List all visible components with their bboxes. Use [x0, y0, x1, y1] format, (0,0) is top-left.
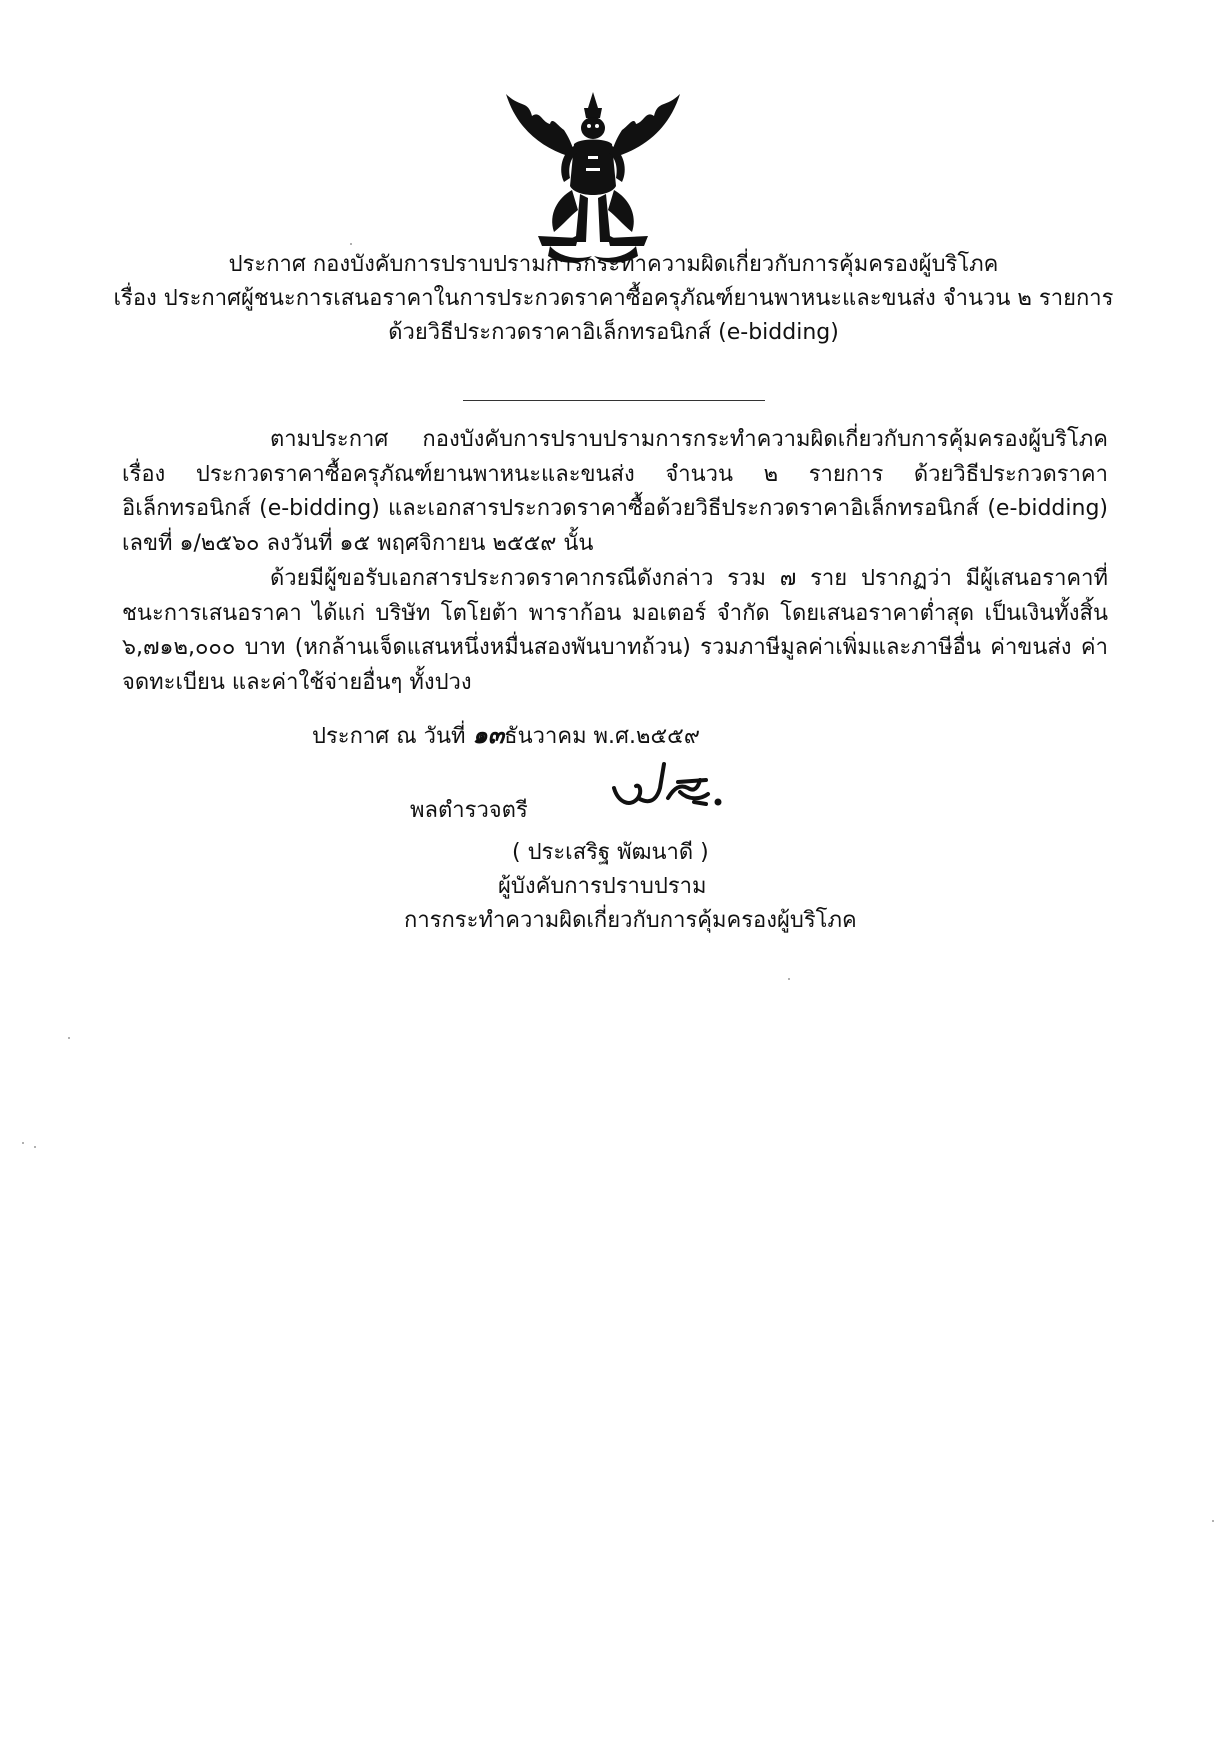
announcement-date: [312, 720, 700, 752]
scan-speck: [34, 1146, 36, 1148]
signatory-position-line-2: การกระทำความผิดเกี่ยวกับการคุ้มครองผู้บริโภค: [404, 908, 857, 933]
announcement-method: ด้วยวิธีประกวดราคาอิเล็กทรอนิกส์ (e-bidding): [388, 320, 839, 345]
garuda-emblem-icon: [498, 86, 688, 266]
handwritten-signature-icon: [608, 758, 728, 820]
body-paragraph-1-text: ตามประกาศ กองบังคับการปราบปรามการกระทำความผิดเกี่ยวกับการคุ้มครองผู้บริโภค เรื่อง ประกวดราคาซื้อครุภัณฑ์ยานพาหนะและขนส่ง จำนวน ๒ รายการ ด้วยวิธีประกวดราคาอิเล็กทรอนิกส์ (e-bidding) และเอกสารประกวดราคาซื้อด้วยวิธีประกวดราคาอิเล็กทรอนิกส์ (e-bidding) เลขที่ ๑/๒๕๖๐ ลงวันที่ ๑๕ พฤศจิกายน ๒๕๕๙ นั้น: [122, 427, 1109, 556]
date-day-handwritten: ๑๓: [472, 721, 505, 749]
header-divider: [463, 400, 765, 401]
scan-speck: [788, 978, 790, 980]
scan-speck: [1212, 1520, 1214, 1522]
body-paragraph-1: [122, 423, 1108, 561]
date-suffix: ธันวาคม พ.ศ.๒๕๕๙: [504, 724, 700, 749]
body-paragraph-2: [122, 562, 1108, 700]
announcement-subject: เรื่อง ประกาศผู้ชนะการเสนอราคาในการประกวดราคาซื้อครุภัณฑ์ยานพาหนะและขนส่ง จำนวน ๒ รายการ: [113, 286, 1114, 311]
announcement-title: ประกาศ กองบังคับการปราบปรามการกระทำความผิดเกี่ยวกับการคุ้มครองผู้บริโภค: [228, 252, 999, 277]
body-paragraph-2-text: ด้วยมีผู้ขอรับเอกสารประกวดราคากรณีดังกล่าว รวม ๗ ราย ปรากฏว่า มีผู้เสนอราคาที่ชนะการเสนอราคา ได้แก่ บริษัท โตโยต้า พาราก้อน มอเตอร์ จำกัด โดยเสนอราคาต่ำสุด เป็นเงินทั้งสิ้น ๖,๗๑๒,๐๐๐ บาท (หกล้านเจ็ดแสนหนึ่งหมื่นสองพันบาทถ้วน) รวมภาษีมูลค่าเพิ่มและภาษีอื่น ค่าขนส่ง ค่าจดทะเบียน และค่าใช้จ่ายอื่นๆ ทั้งปวง: [122, 566, 1108, 695]
scan-speck: [68, 1037, 70, 1039]
signatory-rank: พลตำรวจตรี: [410, 798, 528, 823]
signatory-position-line-1: ผู้บังคับการปราบปราม: [498, 874, 707, 899]
signatory-name: ( ประเสริฐ พัฒนาดี ): [512, 840, 709, 865]
date-prefix: ประกาศ ณ วันที่: [312, 724, 466, 749]
scan-speck: [22, 1142, 24, 1144]
scan-speck: [350, 243, 352, 245]
